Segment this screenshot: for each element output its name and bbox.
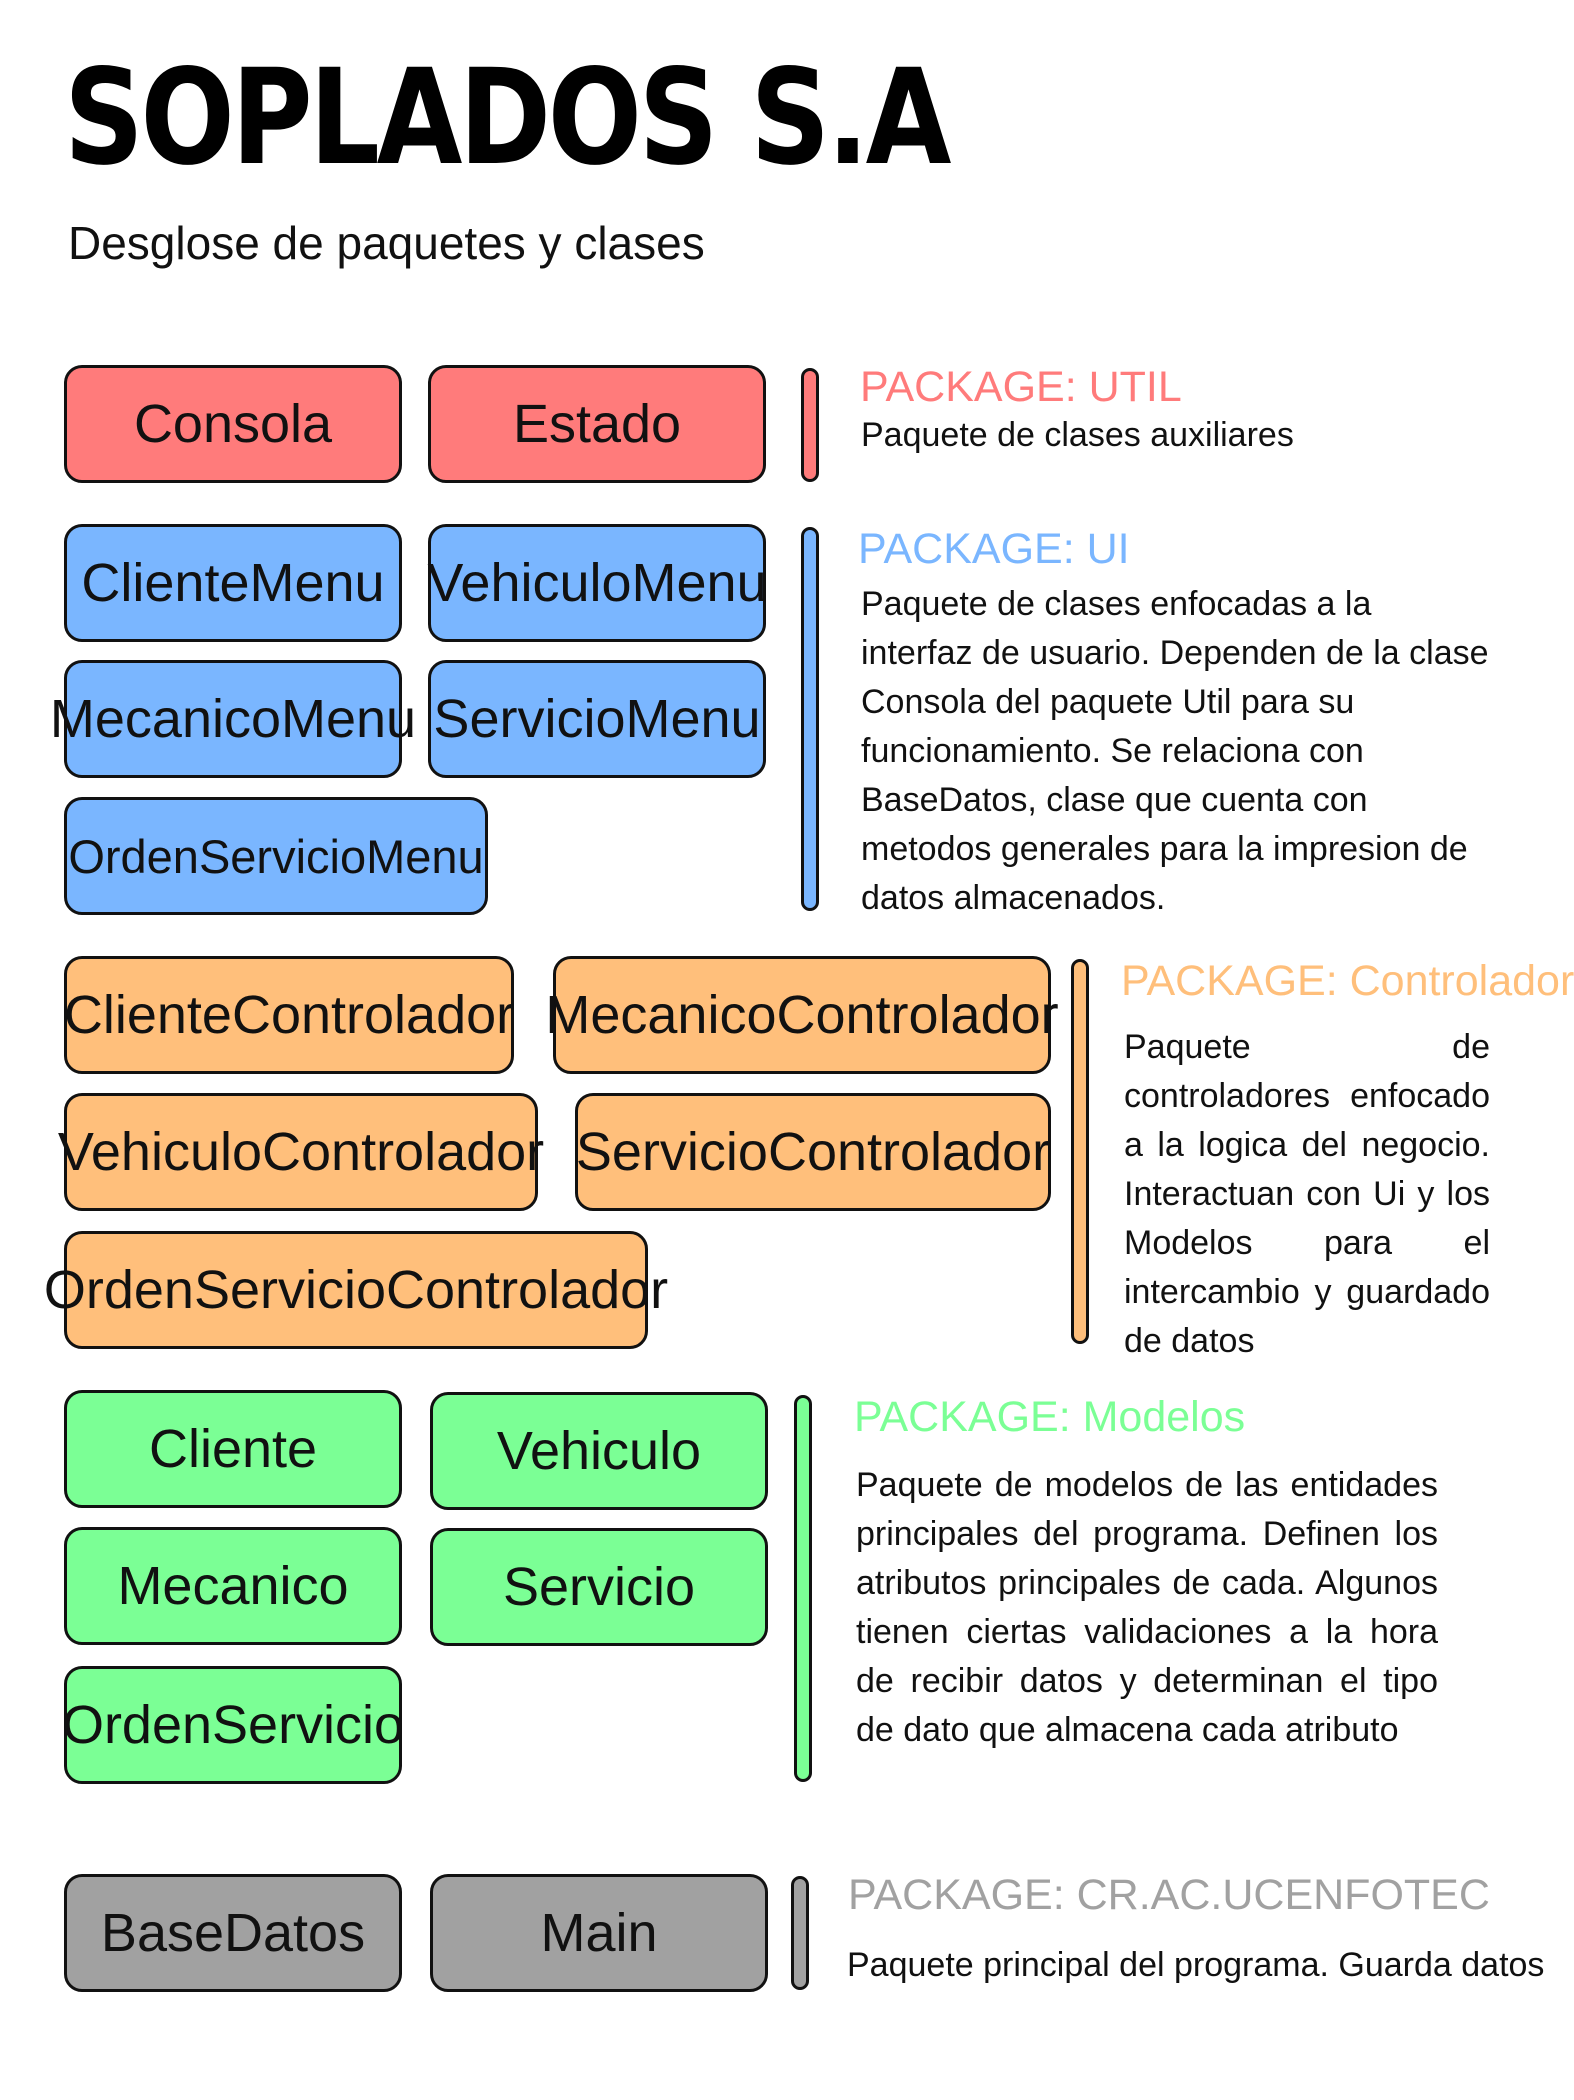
class-box-clientemenu[interactable]: ClienteMenu [64, 524, 402, 642]
package-util-bar [801, 368, 819, 482]
package-ui-description: Paquete de clases enfocadas a la interfaz de usuario. Dependen de la clase Consola del paquete Util para su funcionamiento. Se relaciona con BaseDatos, clase que cuenta con metodos generales para la impresion de datos almacenados. [861, 585, 1489, 917]
package-controlador-description: Paquete de controladores enfocado a la logica del negocio. Interactuan con Ui y los Modelos para el intercambio y guardado de datos [1124, 1028, 1490, 1360]
class-box-ordenservicio[interactable]: OrdenServicio [64, 1666, 402, 1784]
class-box-serviciocontrolador[interactable]: ServicioControlador [575, 1093, 1051, 1211]
package-core-description: Paquete principal del programa. Guarda datos [847, 1946, 1545, 1984]
class-box-vehiculocontrolador[interactable]: VehiculoControlador [64, 1093, 538, 1211]
class-box-ordenserviciocontrolador[interactable]: OrdenServicioControlador [64, 1231, 648, 1349]
class-box-cliente[interactable]: Cliente [64, 1390, 402, 1508]
class-box-clientecontrolador[interactable]: ClienteControlador [64, 956, 514, 1074]
package-modelos-description: Paquete de modelos de las entidades principales del programa. Definen los atributos principales de cada. Algunos tienen ciertas validaciones a la hora de recibir datos y determinan el tipo de dato que almacena cada atributo [856, 1466, 1438, 1749]
class-box-mecanicomenu[interactable]: MecanicoMenu [64, 660, 402, 778]
class-box-basedatos[interactable]: BaseDatos [64, 1874, 402, 1992]
class-box-main[interactable]: Main [430, 1874, 768, 1992]
page-title: SOPLADOS S.A [64, 41, 949, 195]
package-core-bar [791, 1876, 809, 1990]
package-ui-title: PACKAGE: UI [858, 525, 1130, 573]
class-box-mecanico[interactable]: Mecanico [64, 1527, 402, 1645]
class-box-vehiculomenu[interactable]: VehiculoMenu [428, 524, 766, 642]
package-controlador-bar [1071, 959, 1089, 1344]
class-box-vehiculo[interactable]: Vehiculo [430, 1392, 768, 1510]
package-core-title: PACKAGE: CR.AC.UCENFOTEC [848, 1871, 1490, 1919]
class-box-ordenserviciomenu[interactable]: OrdenServicioMenu [64, 797, 488, 915]
class-box-servicio[interactable]: Servicio [430, 1528, 768, 1646]
package-util-description: Paquete de clases auxiliares [861, 416, 1294, 454]
package-controlador-title: PACKAGE: Controlador [1121, 957, 1574, 1005]
package-modelos-title: PACKAGE: Modelos [854, 1393, 1246, 1441]
package-ui-bar [801, 527, 819, 911]
package-util-title: PACKAGE: UTIL [860, 363, 1182, 411]
class-box-serviciomenu[interactable]: ServicioMenu [428, 660, 766, 778]
class-box-mecanicocontrolador[interactable]: MecanicoControlador [553, 956, 1051, 1074]
class-box-consola[interactable]: Consola [64, 365, 402, 483]
package-modelos-bar [794, 1395, 812, 1782]
class-box-estado[interactable]: Estado [428, 365, 766, 483]
page-subtitle: Desglose de paquetes y clases [68, 217, 705, 269]
